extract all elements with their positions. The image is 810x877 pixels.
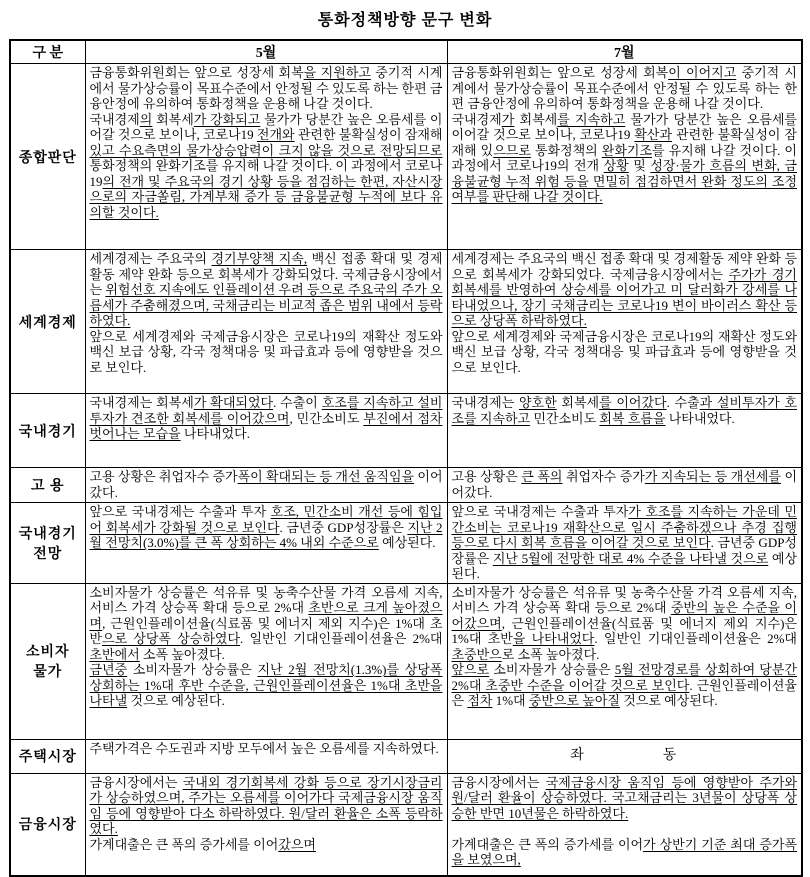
cell-consumer-prices-may: 소비자물가 상승률은 석유류 및 농축수산물 가격 오름세 지속, 서비스 가격 상승폭 확대 등으로 2%대 초반으로 크게 높아졌으며, 근원인플레이션율(식료품 및 에너지 제외 지수)은 1%대 초반으로 상당폭 상승하였다. 일반인 기대인플레이션율은 2%대 초반에서 소폭 높아졌다. 금년중 소비자물가 상승률은 지난 2월 전망치(1.3%)를 상당폭 상회하는 1%대 후반 수준을, 근원인플레이션율은 1%대 초반을 나타낼 것으로 예상된다.: [85, 583, 447, 739]
cell-housing-market-july: 좌 동: [447, 739, 802, 773]
page-title: 통화정책방향 문구 변화: [317, 12, 493, 29]
table-row-domestic-economy: [10, 394, 802, 468]
table-row-financial-market: [10, 773, 802, 876]
cell-overall-assessment-july: 금융통화위원회는 앞으로 성장세 회복이 이어지고 중기적 시계에서 물가상승률이 목표수준에서 안정될 수 있도록 하는 한편 금융안정에 유의하여 통화정책을 운용해 나갈 것이다. 국내경제가 회복세를 지속하고 물가가 당분간 높은 오름세를 이어갈 것으로 보이나, 코로나19 확산과 관련한 불확실성이 잠재해 있으므로 통화정책의 완화기조를 유지해 나갈 것이다. 이 과정에서 코로나19의 전개 상황 및 성장·물가 흐름의 변화, 금융불균형 누적 위험 등을 면밀히 점검하면서 완화 정도의 조정 여부를 판단해 나갈 것이다.: [447, 64, 802, 250]
policy-statement-comparison-table: [9, 39, 803, 877]
cell-employment-may: 고용 상황은 취업자수 증가폭이 확대되는 등 개선 움직임을 이어갔다.: [85, 468, 447, 503]
table-row-employment: [10, 468, 802, 503]
cell-domestic-outlook-may: 앞으로 국내경제는 수출과 투자 호조, 민간소비 개선 등에 힘입어 회복세가 강화될 것으로 보인다. 금년중 GDP성장률은 지난 2월 전망치(3.0%)를 큰 폭 상회하는 4% 내외 수준으로 예상된다.: [85, 503, 447, 584]
table-row-world-economy: [10, 250, 802, 394]
cell-housing-market-may: 주택가격은 수도권과 지방 모두에서 높은 오름세를 지속하였다.: [85, 739, 447, 773]
row-label-world-economy: 세계경제: [10, 250, 85, 394]
cell-domestic-outlook-july: 앞으로 국내경제는 수출과 투자가 호조를 지속하는 가운데 민간소비는 코로나19 재확산으로 일시 주춤하겠으나 추경 집행 등으로 다시 회복 흐름을 이어갈 것으로 보인다. 금년중 GDP성장률은 지난 5월에 전망한 대로 4% 수준을 나타낼 것으로 예상된다.: [447, 503, 802, 584]
row-label-consumer-prices: 소비자 물가: [10, 583, 85, 739]
table-row-housing-market: [10, 739, 802, 773]
row-label-employment: 고 용: [10, 468, 85, 503]
cell-domestic-economy-may: 국내경제는 회복세가 확대되었다. 수출이 호조를 지속하고 설비투자가 견조한 회복세를 이어갔으며, 민간소비도 부진에서 점차 벗어나는 모습을 나타내었다.: [85, 394, 447, 468]
cell-financial-market-july: 금융시장에서는 국제금융시장 움직임 등에 영향받아 주가와 원/달러 환율이 상승하였다. 국고채금리는 3년물이 상당폭 상승한 반면 10년물은 하락하였다. 가계대출은 큰 폭의 증가세를 이어가 상반기 기준 최대 증가폭을 보였으며,: [447, 773, 802, 876]
header-row: [10, 40, 802, 64]
cell-financial-market-may: 금융시장에서는 국내외 경기회복세 강화 등으로 장기시장금리가 상승하였으며, 주가는 오름세를 이어가다 국제금융시장 움직임 등에 영향받아 다소 하락하였다. 원/달러 환율은 소폭 등락하였다. 가계대출은 큰 폭의 증가세를 이어갔으며: [85, 773, 447, 876]
cell-domestic-economy-july: 국내경제는 양호한 회복세를 이어갔다. 수출과 설비투자가 호조를 지속하고 민간소비도 회복 흐름을 나타내었다.: [447, 394, 802, 468]
cell-world-economy-july: 세계경제는 주요국의 백신 접종 확대 및 경제활동 제약 완화 등으로 회복세가 강화되었다. 국제금융시장에서는 주가가 경기 회복세를 반영하여 상승세를 이어가고 미 달러화가 강세를 나타내었으나, 장기 국채금리는 코로나19 변이 바이러스 확산 등으로 상당폭 하락하였다. 앞으로 세계경제와 국제금융시장은 코로나19의 재확산 정도와 백신 보급 상황, 각국 정책대응 및 파급효과 등에 영향받을 것으로 보인다.: [447, 250, 802, 394]
row-label-domestic-economy: 국내경기: [10, 394, 85, 468]
row-label-financial-market: 금융시장: [10, 773, 85, 876]
cell-consumer-prices-july: 소비자물가 상승률은 석유류 및 농축수산물 가격 오름세 지속, 서비스 가격 상승폭 확대 등으로 2%대 중반의 높은 수준을 이어갔으며, 근원인플레이션율(식료품 및 에너지 제외 지수)은 1%대 초반을 나타내었다. 일반인 기대인플레이션율은 2%대 초중반으로 소폭 높아졌다. 앞으로 소비자물가 상승률은 5월 전망경로를 상회하여 당분간 2%대 초중반 수준을 이어갈 것으로 보인다. 근원인플레이션율은 점차 1%대 중반으로 높아질 것으로 예상된다.: [447, 583, 802, 739]
column-header-july: 7월: [447, 40, 802, 64]
cell-employment-july: 고용 상황은 큰 폭의 취업자수 증가가 지속되는 등 개선세를 이어갔다.: [447, 468, 802, 503]
table-row-overall-assessment: [10, 64, 802, 250]
cell-overall-assessment-may: 금융통화위원회는 앞으로 성장세 회복을 지원하고 중기적 시계에서 물가상승률이 목표수준에서 안정될 수 있도록 하는 한편 금융안정에 유의하여 통화정책을 운용해 나갈 것이다. 국내경제의 회복세가 강화되고 물가가 당분간 높은 오름세를 이어갈 것으로 보이나, 코로나19 전개와 관련한 불확실성이 잠재해 있고 수요측면의 물가상승압력이 크지 않을 것으로 전망되므로 통화정책의 완화기조를 유지해 나갈 것이다. 이 과정에서 코로나19의 전개 및 주요국의 경기 상황 등을 점검하는 한편, 자산시장으로의 자금쏠림, 가계부채 증가 등 금융불균형 누적에 보다 유의할 것이다.: [85, 64, 447, 250]
table-row-domestic-outlook: [10, 503, 802, 584]
column-header-may: 5월: [85, 40, 447, 64]
table-row-consumer-prices: [10, 583, 802, 739]
row-label-housing-market: 주택시장: [10, 739, 85, 773]
cell-world-economy-may: 세계경제는 주요국의 경기부양책 지속, 백신 접종 확대 및 경제활동 제약 완화 등으로 회복세가 강화되었다. 국제금융시장에서는 위험선호 지속에도 인플레이션 우려 등으로 주요국의 주가 오름세가 주춤해졌으며, 국채금리는 비교적 좁은 범위 내에서 등락하였다. 앞으로 세계경제와 국제금융시장은 코로나19의 재확산 정도와 백신 보급 상황, 각국 정책대응 및 파급효과 등에 영향받을 것으로 보인다.: [85, 250, 447, 394]
column-header-category: 구 분: [10, 40, 85, 64]
row-label-overall-assessment: 종합판단: [10, 64, 85, 250]
row-label-domestic-outlook: 국내경기 전망: [10, 503, 85, 584]
